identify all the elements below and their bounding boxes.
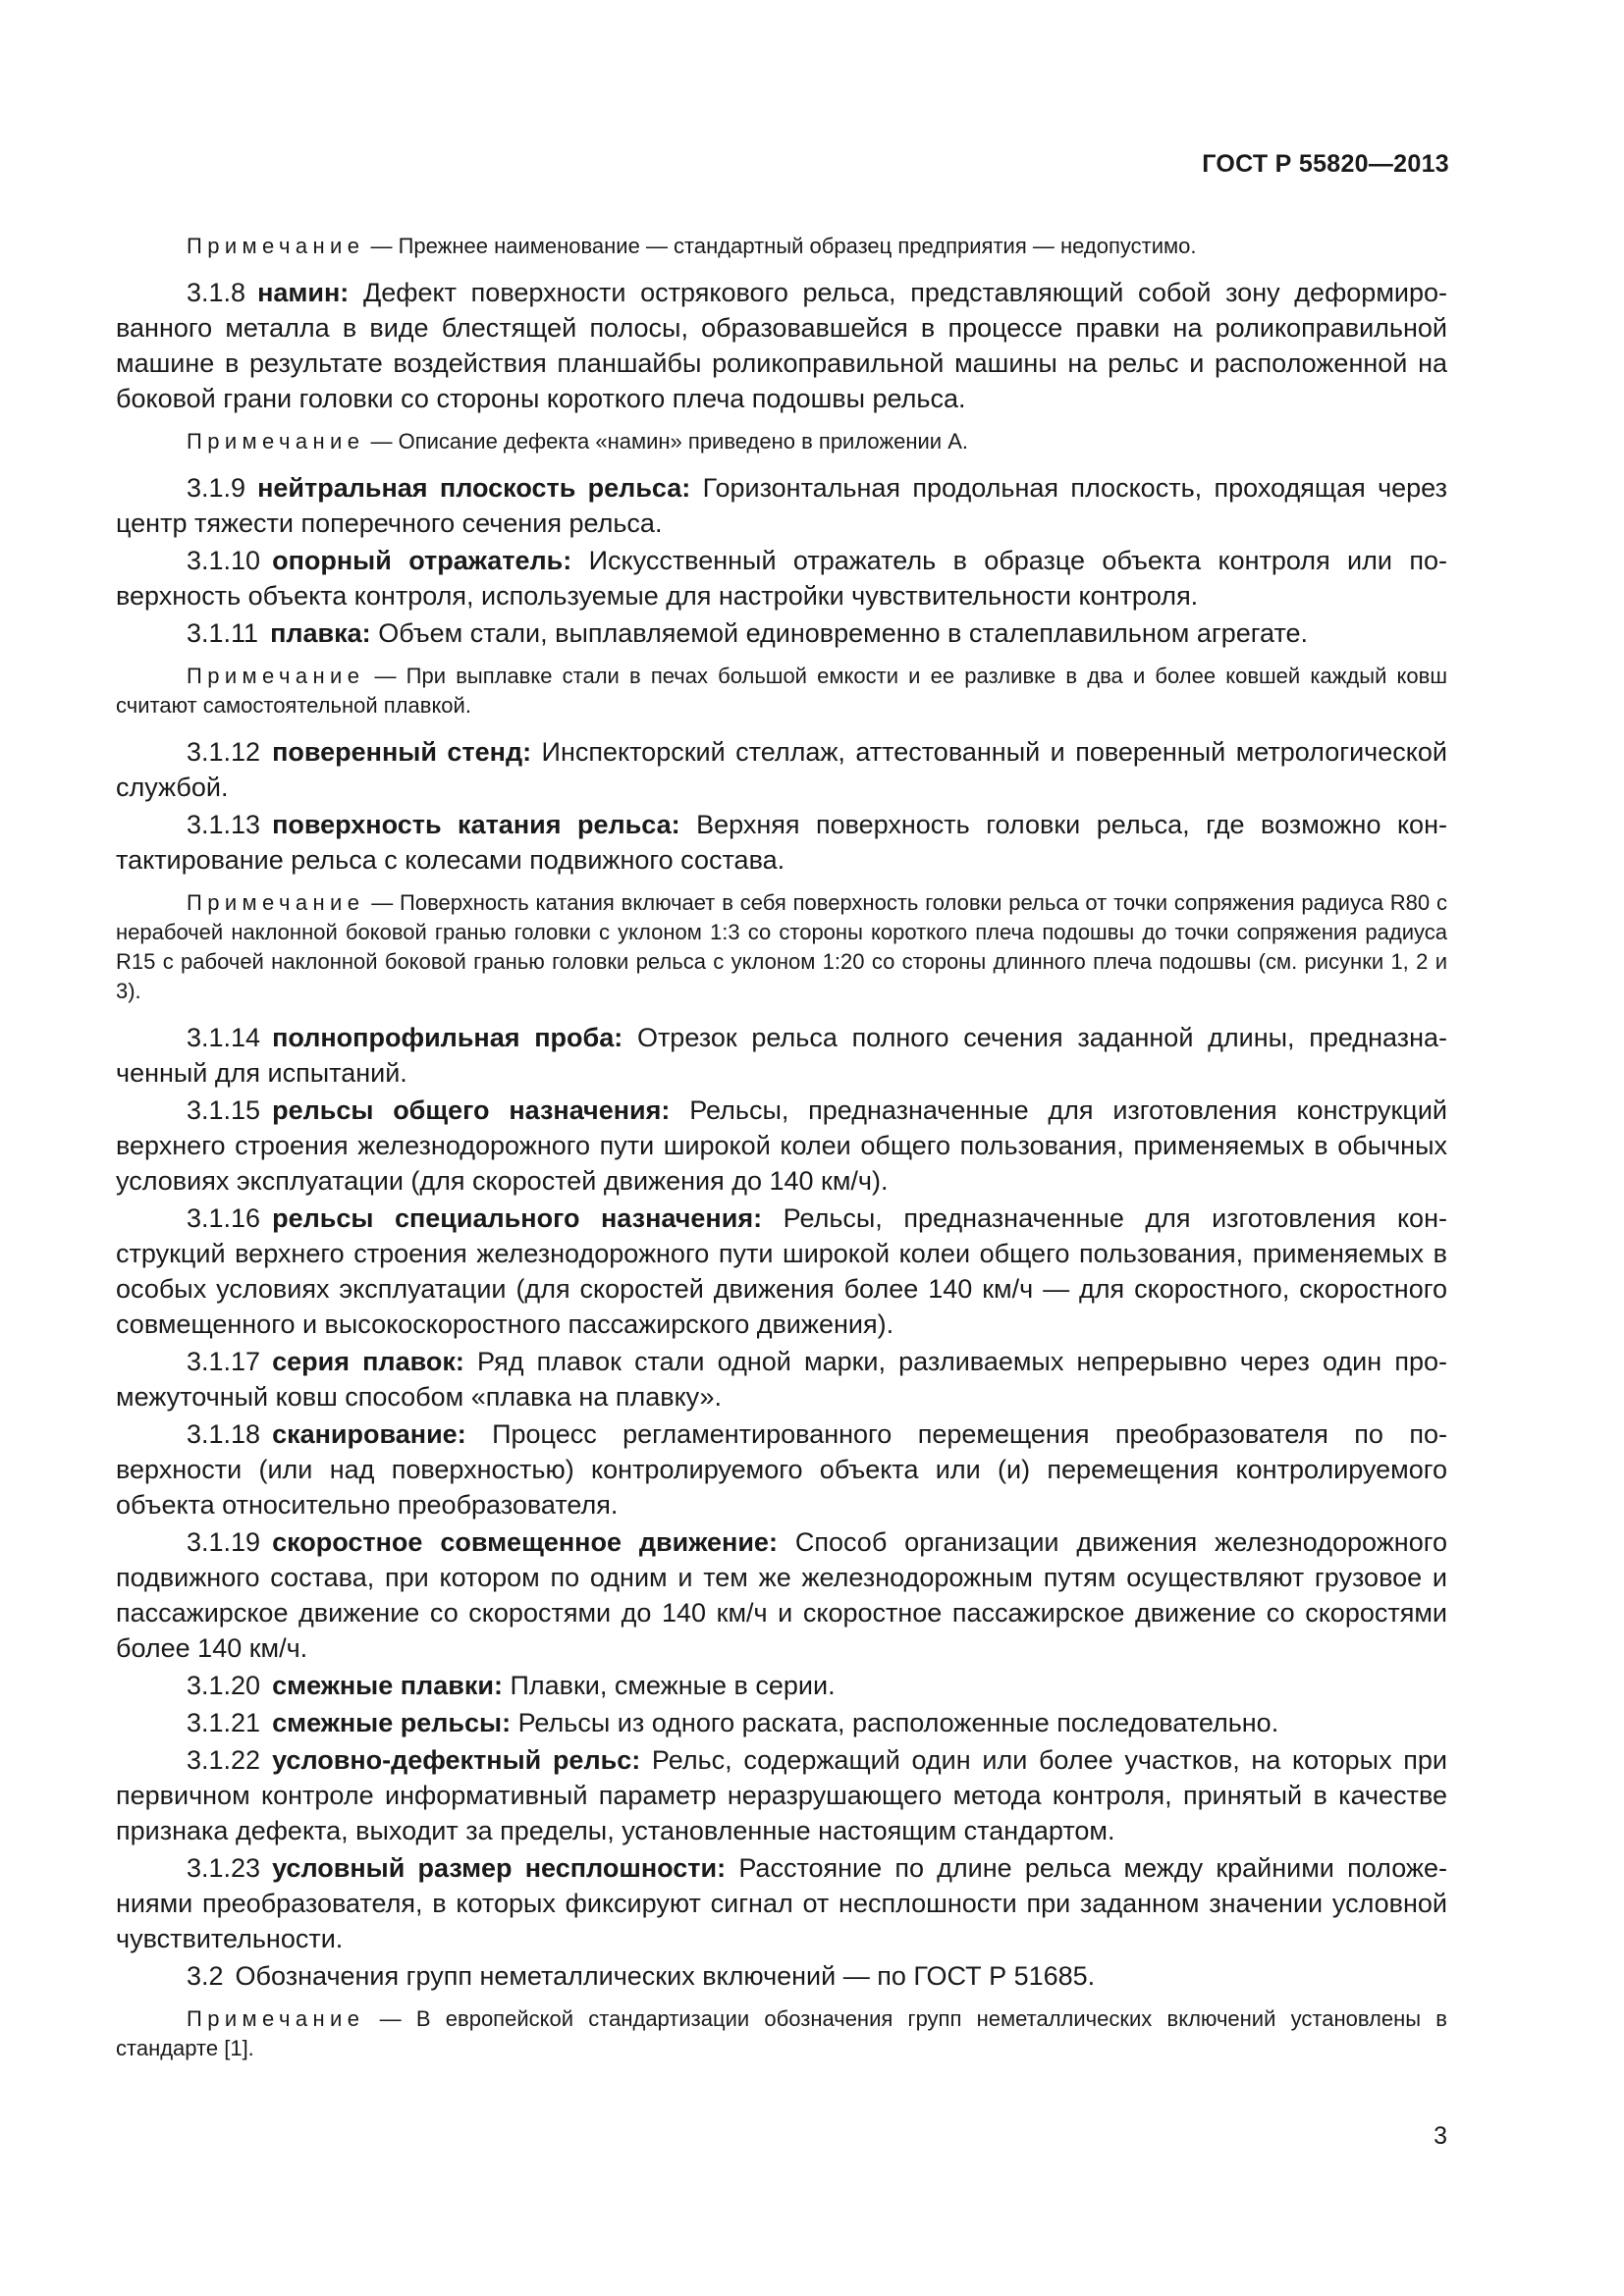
term-entry xyxy=(116,1020,1447,1091)
document-header: ГОСТ Р 55820—2013 xyxy=(1202,150,1449,178)
term-entry xyxy=(116,734,1447,805)
term-entry xyxy=(116,1958,1447,1994)
term-definition: Инспекторский стеллаж, аттестованный и поверенный метрологической службой. xyxy=(116,737,1447,802)
term-name: поверенный стенд: xyxy=(272,737,532,767)
term-entry xyxy=(116,1705,1447,1740)
term-definition: Рельсы, предназначенные для изготовления конструкций верхнего строения железнодорожного пути широкой колеи общего пользования, применяемых в обычных условиях эксплуатации (для скоростей движения до 140 км/ч). xyxy=(116,1095,1447,1196)
term-entry xyxy=(116,543,1447,614)
clause-number: 3.1.10 xyxy=(187,546,261,575)
clause-number: 3.1.19 xyxy=(187,1527,261,1557)
note-label: Примечание xyxy=(187,890,365,915)
clause-number: 3.1.16 xyxy=(187,1203,261,1233)
term-name: условно-дефектный рельс: xyxy=(272,1745,641,1775)
term-name: рельсы общего назначения: xyxy=(272,1095,671,1125)
term-definition: Обозначения групп неметаллических включений — по ГОСТ Р 51685. xyxy=(235,1961,1096,1991)
term-entry xyxy=(116,470,1447,541)
term-name: рельсы специального назначения: xyxy=(272,1203,763,1233)
page-number: 3 xyxy=(1434,2122,1447,2150)
clause-number: 3.1.18 xyxy=(187,1419,261,1449)
note xyxy=(116,662,1447,721)
term-definition: Расстояние по длине рельса между крайними положениями преобразователя, в которых фиксируют сигнал от несплошности при заданном значении условной чувствительности. xyxy=(116,1853,1447,1953)
clause-number: 3.1.8 xyxy=(187,278,246,307)
term-name: смежные плавки: xyxy=(272,1671,503,1700)
clause-number: 3.1.23 xyxy=(187,1853,261,1883)
clause-number: 3.1.22 xyxy=(187,1745,261,1775)
term-entry xyxy=(116,1850,1447,1956)
term-definition: Искусственный отражатель в образце объекта контроля или поверхность объекта контроля, используемые для настройки чувствительности контроля. xyxy=(116,546,1447,611)
term-name: поверхность катания рельса: xyxy=(272,810,680,839)
clause-number: 3.1.13 xyxy=(187,810,261,839)
clause-number: 3.1.15 xyxy=(187,1095,261,1125)
note-text: — Прежнее наименование — стандартный образец предприятия — недопустимо. xyxy=(370,234,1197,258)
term-definition: Рельсы из одного раската, расположенные последовательно. xyxy=(517,1708,1279,1737)
clause-number: 3.2 xyxy=(187,1961,224,1991)
term-definition: Ряд плавок стали одной марки, разливаемых непрерывно через один промежуточный ковш способом «плавка на плавку». xyxy=(116,1347,1447,1412)
term-name: скоростное совмещенное движение: xyxy=(272,1527,778,1557)
clause-number: 3.1.11 xyxy=(187,618,259,648)
term-entry xyxy=(116,1201,1447,1342)
term-entry xyxy=(116,1668,1447,1703)
term-name: серия плавок: xyxy=(272,1347,464,1376)
term-entry xyxy=(116,1524,1447,1666)
note-label: Примечание xyxy=(187,234,365,258)
term-name: нейтральная плоскость рельса: xyxy=(257,473,691,503)
term-entry xyxy=(116,1742,1447,1848)
clause-number: 3.1.17 xyxy=(187,1347,261,1376)
term-definition: Рельс, содержащий один или более участков, на которых при первичном контроле информативный параметр неразрушающего метода контроля, принятый в качестве признака дефекта, выходит за пределы, установленные настоящим стандартом. xyxy=(116,1745,1447,1845)
clause-number: 3.1.20 xyxy=(187,1671,261,1700)
note-text: — При выплавке стали в печах большой емкости и ее разливке в два и более ковшей каждый ковш считают самостоятельной плавкой. xyxy=(116,664,1447,718)
clause-number: 3.1.21 xyxy=(187,1708,261,1737)
clause-number: 3.1.12 xyxy=(187,737,261,767)
term-entry xyxy=(116,615,1447,651)
clause-number: 3.1.14 xyxy=(187,1023,261,1052)
term-definition: Отрезок рельса полного сечения заданной длины, предназначенный для испытаний. xyxy=(116,1023,1447,1088)
note-text: — Описание дефекта «намин» приведено в приложении А. xyxy=(370,429,968,454)
note xyxy=(116,2004,1447,2063)
term-definition: Верхняя поверхность головки рельса, где возможно контактирование рельса с колесами подвижного состава. xyxy=(116,810,1447,875)
document-body xyxy=(116,221,1447,2077)
term-definition: Горизонтальная продольная плоскость, проходящая через центр тяжести поперечного сечения рельса. xyxy=(116,473,1447,538)
term-definition: Процесс регламентированного перемещения преобразователя по поверхности (или над поверхностью) контролируемого объекта или (и) перемещения контролируемого объекта относительно преобразователя. xyxy=(116,1419,1447,1520)
note-text: — Поверхность катания включает в себя поверхность головки рельса от точки сопряжения радиуса R80 с нерабочей наклонной боковой гранью головки с уклоном 1:3 со стороны короткого плеча подошвы до точки сопряжения радиуса R15 с рабочей наклонной боковой гранью головки рельса с уклоном 1:20 со стороны длинного плеча подошвы (см. рисунки 1, 2 и 3). xyxy=(116,890,1447,1003)
term-entry xyxy=(116,1416,1447,1522)
term-definition: Способ организации движения железнодорожного подвижного состава, при котором по одним и тем же железнодорожным путям осуществляют грузовое и пассажирское движение со скоростями до 140 км/ч и скоростное пассажирское движение со скоростями более 140 км/ч. xyxy=(116,1527,1447,1663)
term-definition: Объем стали, выплавляемой единовременно в сталеплавильном агрегате. xyxy=(378,618,1309,648)
note-label: Примечание xyxy=(187,429,365,454)
term-entry xyxy=(116,275,1447,416)
term-definition: Плавки, смежные в серии. xyxy=(510,1671,836,1700)
note-label: Примечание xyxy=(187,664,365,688)
term-entry xyxy=(116,807,1447,878)
term-name: смежные рельсы: xyxy=(272,1708,512,1737)
note xyxy=(116,232,1447,261)
note-text: — В европейской стандартизации обозначения групп неметаллических включений установлены в стандарте [1]. xyxy=(116,2006,1447,2060)
note xyxy=(116,427,1447,456)
term-definition: Рельсы, предназначенные для изготовления конструкций верхнего строения железнодорожного пути широкой колеи общего пользования, применяемых в особых условиях эксплуатации (для скоростей движения более 140 км/ч — для скоростного, скоростного совмещенного и высокоскоростного пассажирского движения). xyxy=(116,1203,1447,1339)
note xyxy=(116,888,1447,1006)
term-entry xyxy=(116,1093,1447,1199)
term-name: сканирование: xyxy=(272,1419,466,1449)
note-label: Примечание xyxy=(187,2006,365,2031)
term-entry xyxy=(116,1344,1447,1415)
term-definition: Дефект поверхности острякового рельса, представляющий собой зону деформированного металла в виде блестящей полосы, образовавшейся в процессе правки на роликоправильной машине в результате воздействия планшайбы роликоправильной машины на рельс и расположенной на боковой грани головки со стороны короткого плеча подошвы рельса. xyxy=(116,278,1447,413)
term-name: опорный отражатель: xyxy=(272,546,572,575)
clause-number: 3.1.9 xyxy=(187,473,246,503)
term-name: плавка: xyxy=(270,618,371,648)
term-name: условный размер несплошности: xyxy=(272,1853,727,1883)
term-name: полнопрофильная проба: xyxy=(272,1023,623,1052)
term-name: намин: xyxy=(257,278,350,307)
